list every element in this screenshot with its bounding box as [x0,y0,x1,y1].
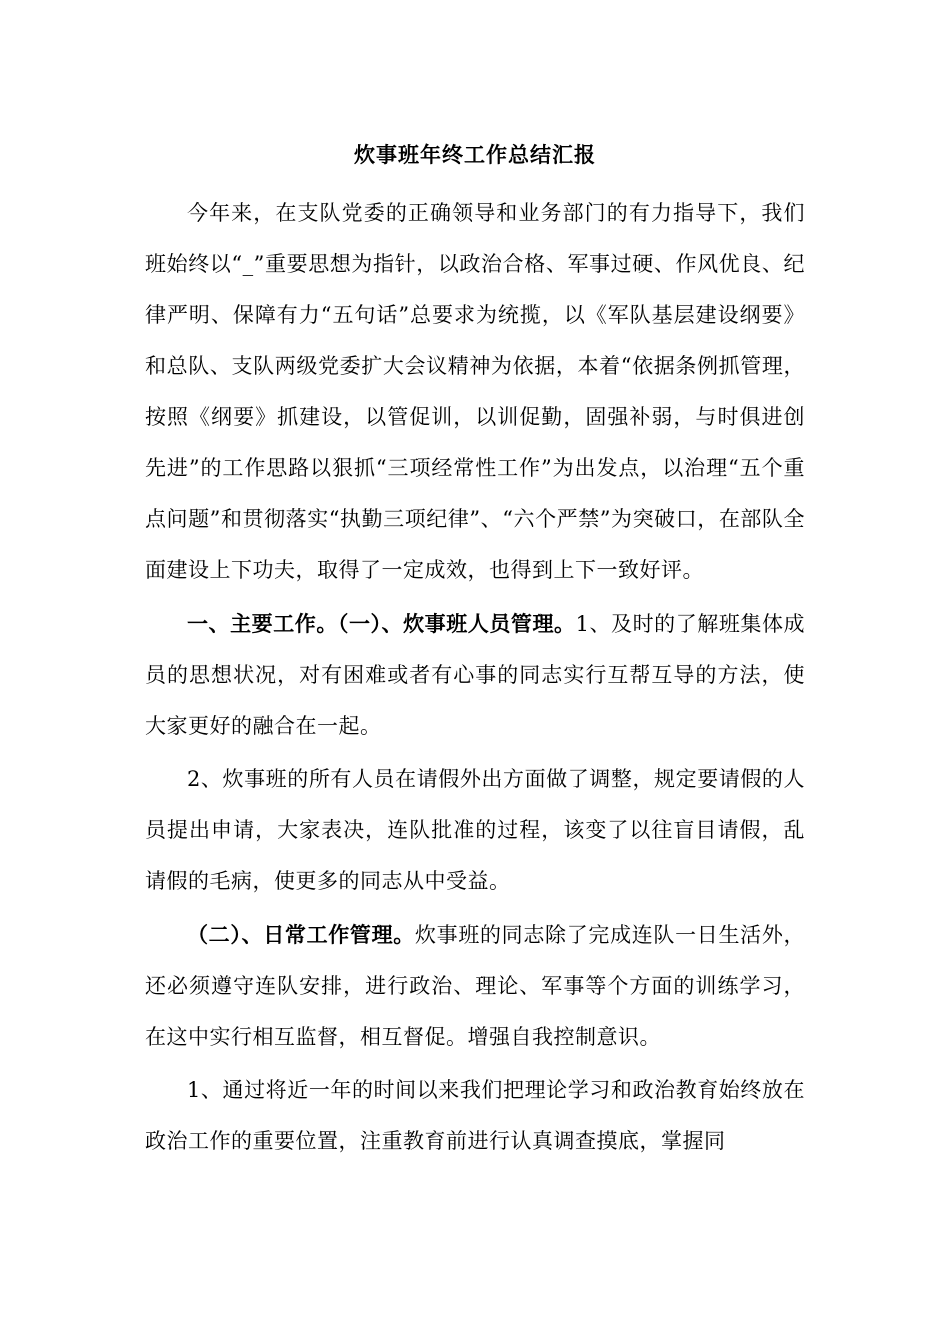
paragraph-text: 1、通过将近一年的时间以来我们把理论学习和政治教育始终放在政治工作的重要位置，注重教育前进行认真调查摸底，掌握同 [145,1078,805,1153]
paragraph-political-study [145,1065,805,1167]
paragraph-main-work [145,598,805,752]
paragraph-text: 1、及时的了解班集体成员的思想状况，对有困难或者有心事的同志实行互帮互导的方法，使大家更好的融合在一起。 [145,612,805,738]
section-heading: 一、主要工作。（一）、炊事班人员管理。 [187,611,576,636]
paragraph-intro [145,188,805,596]
paragraph-text: 炊事班的同志除了完成连队一日生活外，还必须遵守连队安排，进行政治、理论、军事等个方面的训练学习，在这中实行相互监督，相互督促。增强自我控制意识。 [145,923,806,1049]
section-heading: （二）、日常工作管理。 [187,922,415,947]
document-body [145,188,805,1167]
paragraph-text: 2、炊事班的所有人员在请假外出方面做了调整，规定要请假的人员提出申请，大家表决，连队批准的过程，该变了以往盲目请假，乱请假的毛病，使更多的同志从中受益。 [145,767,805,893]
document-title: 炊事班年终工作总结汇报 [354,142,596,167]
paragraph-text: 今年来，在支队党委的正确领导和业务部门的有力指导下，我们班始终以“_”重要思想为指针，以政治合格、军事过硬、作风优良、纪律严明、保障有力“五句话”总要求为统揽，以《军队基层建设纲要》和总队、支队两级党委扩大会议精神为依据，本着“依据条例抓管理，按照《纲要》抓建设，以管促训，以训促勤，固强补弱，与时俱进创先进”的工作思路以狠抓“三项经常性工作”为出发点，以治理“五个重点问题”和贯彻落实“执勤三项纪律”、“六个严禁”为突破口，在部队全面建设上下功夫，取得了一定成效，也得到上下一致好评。 [145,201,805,582]
paragraph-daily-work [145,909,805,1063]
paragraph-leave-policy [145,754,805,907]
